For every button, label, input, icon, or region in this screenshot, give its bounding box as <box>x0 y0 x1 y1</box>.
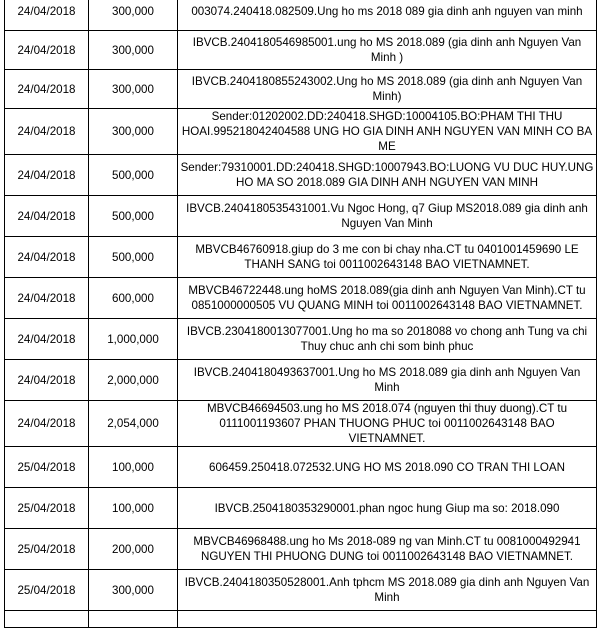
date-cell: 24/04/2018 <box>5 109 89 155</box>
description-cell: MBVCB46722448.ung hoMS 2018.089(gia dinh anh Nguyen Van Minh).CT tu 0851000000505 VU QUANG MINH toi 0011002643148 BAO VIETNAMNET. <box>178 278 597 319</box>
amount-cell: 500,000 <box>89 237 178 278</box>
empty-cell <box>5 611 89 628</box>
table-row <box>5 570 597 611</box>
date-cell: 25/04/2018 <box>5 529 89 570</box>
amount-cell: 300,000 <box>89 70 178 109</box>
table-row <box>5 70 597 109</box>
amount-cell: 100,000 <box>89 488 178 529</box>
date-cell: 25/04/2018 <box>5 570 89 611</box>
amount-cell: 2,000,000 <box>89 360 178 401</box>
empty-cell <box>178 611 597 628</box>
amount-cell: 2,054,000 <box>89 401 178 447</box>
table-row <box>5 401 597 447</box>
table-row <box>5 360 597 401</box>
table-row <box>5 155 597 196</box>
date-cell: 24/04/2018 <box>5 155 89 196</box>
empty-cell <box>89 611 178 628</box>
donation-ledger-table <box>4 0 597 628</box>
table-row <box>5 529 597 570</box>
amount-cell: 500,000 <box>89 196 178 237</box>
description-cell: IBVCB.2404180493637001.Ung ho MS 2018.089 gia dinh anh Nguyen Van Minh <box>178 360 597 401</box>
description-cell: IBVCB.2404180350528001.Anh tphcm MS 2018.089 gia dinh anh Nguyen Van Minh <box>178 570 597 611</box>
description-cell: IBVCB.2404180546985001.ung ho MS 2018.089 (gia dinh anh Nguyen Van Minh ) <box>178 31 597 70</box>
amount-cell: 300,000 <box>89 0 178 31</box>
amount-cell: 300,000 <box>89 109 178 155</box>
description-cell: IBVCB.2304180013077001.Ung ho ma so 2018088 vo chong anh Tung va chi Thuy chuc anh chi som binh phuc <box>178 319 597 360</box>
date-cell: 24/04/2018 <box>5 237 89 278</box>
date-cell: 25/04/2018 <box>5 447 89 488</box>
description-cell: Sender:79310001.DD:240418.SHGD:10007943.BO:LUONG VU DUC HUY.UNG HO MA SO 2018.089 GIA DINH ANH NGUYEN VAN MINH <box>178 155 597 196</box>
date-cell: 24/04/2018 <box>5 319 89 360</box>
description-cell: 606459.250418.072532.UNG HO MS 2018.090 CO TRAN THI LOAN <box>178 447 597 488</box>
description-cell: IBVCB.2504180353290001.phan ngoc hung Giup ma so: 2018.090 <box>178 488 597 529</box>
date-cell: 24/04/2018 <box>5 360 89 401</box>
amount-cell: 100,000 <box>89 447 178 488</box>
table-row <box>5 447 597 488</box>
date-cell: 24/04/2018 <box>5 70 89 109</box>
amount-cell: 200,000 <box>89 529 178 570</box>
date-cell: 24/04/2018 <box>5 401 89 447</box>
description-cell: MBVCB46968488.ung ho Ms 2018-089 ng van Minh.CT tu 0081000492941 NGUYEN THI PHUONG DUNG toi 0011002643148 BAO VIETNAMNET. <box>178 529 597 570</box>
date-cell: 24/04/2018 <box>5 278 89 319</box>
table-row <box>5 319 597 360</box>
table-row-partial <box>5 611 597 628</box>
table-row <box>5 488 597 529</box>
table-row <box>5 196 597 237</box>
amount-cell: 600,000 <box>89 278 178 319</box>
description-cell: IBVCB.2404180855243002.Ung ho MS 2018.089 (gia dinh anh Nguyen Van Minh) <box>178 70 597 109</box>
description-cell: MBVCB46760918.giup do 3 me con bi chay nha.CT tu 0401001459690 LE THANH SANG toi 0011002643148 BAO VIETNAMNET. <box>178 237 597 278</box>
amount-cell: 1,000,000 <box>89 319 178 360</box>
date-cell: 24/04/2018 <box>5 31 89 70</box>
date-cell: 24/04/2018 <box>5 196 89 237</box>
description-cell: MBVCB46694503.ung ho MS 2018.074 (nguyen thi thuy duong).CT tu 0111001193607 PHAN THUONG PHUC toi 0011002643148 BAO VIETNAMNET. <box>178 401 597 447</box>
table-row <box>5 31 597 70</box>
date-cell: 24/04/2018 <box>5 0 89 31</box>
amount-cell: 300,000 <box>89 31 178 70</box>
table-row <box>5 237 597 278</box>
table-row <box>5 109 597 155</box>
description-cell: 003074.240418.082509.Ung ho ms 2018 089 gia dinh anh nguyen van minh <box>178 0 597 31</box>
date-cell: 25/04/2018 <box>5 488 89 529</box>
table-row <box>5 0 597 31</box>
amount-cell: 300,000 <box>89 570 178 611</box>
amount-cell: 500,000 <box>89 155 178 196</box>
description-cell: Sender:01202002.DD:240418.SHGD:10004105.BO:PHAM THI THU HOAI.995218042404588 UNG HO GIA DINH ANH NGUYEN VAN MINH CO BA ME <box>178 109 597 155</box>
table-row <box>5 278 597 319</box>
description-cell: IBVCB.2404180535431001.Vu Ngoc Hong, q7 Giup MS2018.089 gia dinh anh Nguyen Van Minh <box>178 196 597 237</box>
